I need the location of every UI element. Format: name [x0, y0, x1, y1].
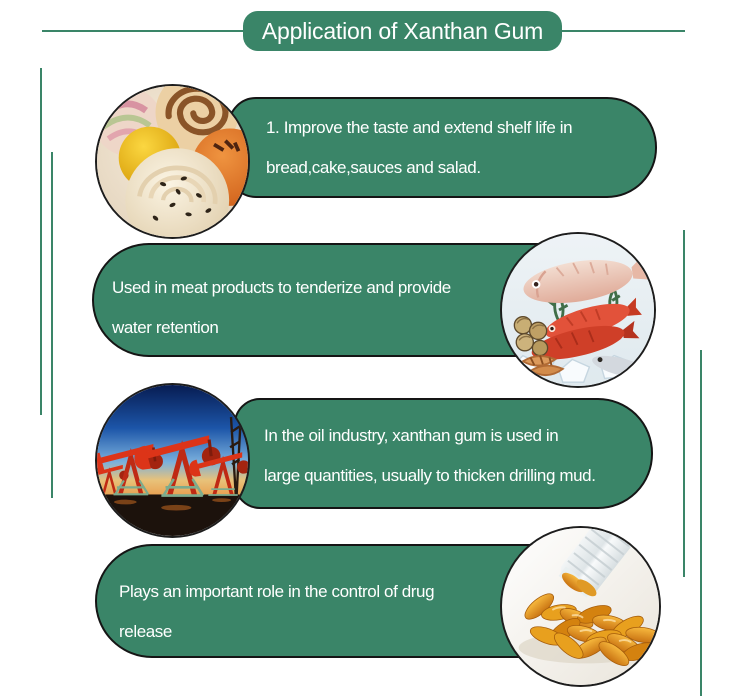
decor-vline-right-inner — [683, 230, 685, 577]
bakery-buns-illustration — [97, 86, 248, 237]
bakery-buns-photo — [95, 84, 250, 239]
banner-text-line: large quantities, usually to thicken drilling mud. — [264, 466, 596, 485]
decor-vline-left-inner — [51, 152, 53, 498]
decor-vline-right-outer — [700, 350, 702, 696]
row-banner-bakery — [228, 97, 657, 198]
banner-text-line: 1. Improve the taste and extend shelf life in — [266, 118, 573, 137]
banner-text-line: release — [119, 622, 172, 641]
decor-vline-left-outer — [40, 68, 42, 415]
title-left-line — [42, 30, 243, 32]
capsules-bottle-photo — [500, 526, 661, 687]
title-banner — [243, 11, 562, 51]
oil-pumpjacks-photo — [95, 383, 250, 538]
title-right-line — [562, 30, 685, 32]
seafood-illustration — [502, 234, 654, 386]
oil-pumpjacks-illustration — [97, 385, 248, 536]
page-title: Application of Xanthan Gum — [261, 17, 544, 44]
capsules-bottle-illustration — [502, 528, 659, 685]
banner-text-line: bread,cake,sauces and salad. — [266, 158, 481, 177]
banner-text-line: Used in meat products to tenderize and provide — [112, 278, 451, 297]
banner-text-line: In the oil industry, xanthan gum is used in — [264, 426, 559, 445]
banner-text-line: water retention — [112, 318, 219, 337]
seafood-on-ice-photo — [500, 232, 656, 388]
banner-text-line: Plays an important role in the control of drug — [119, 582, 435, 601]
row-banner-oil — [234, 398, 653, 509]
